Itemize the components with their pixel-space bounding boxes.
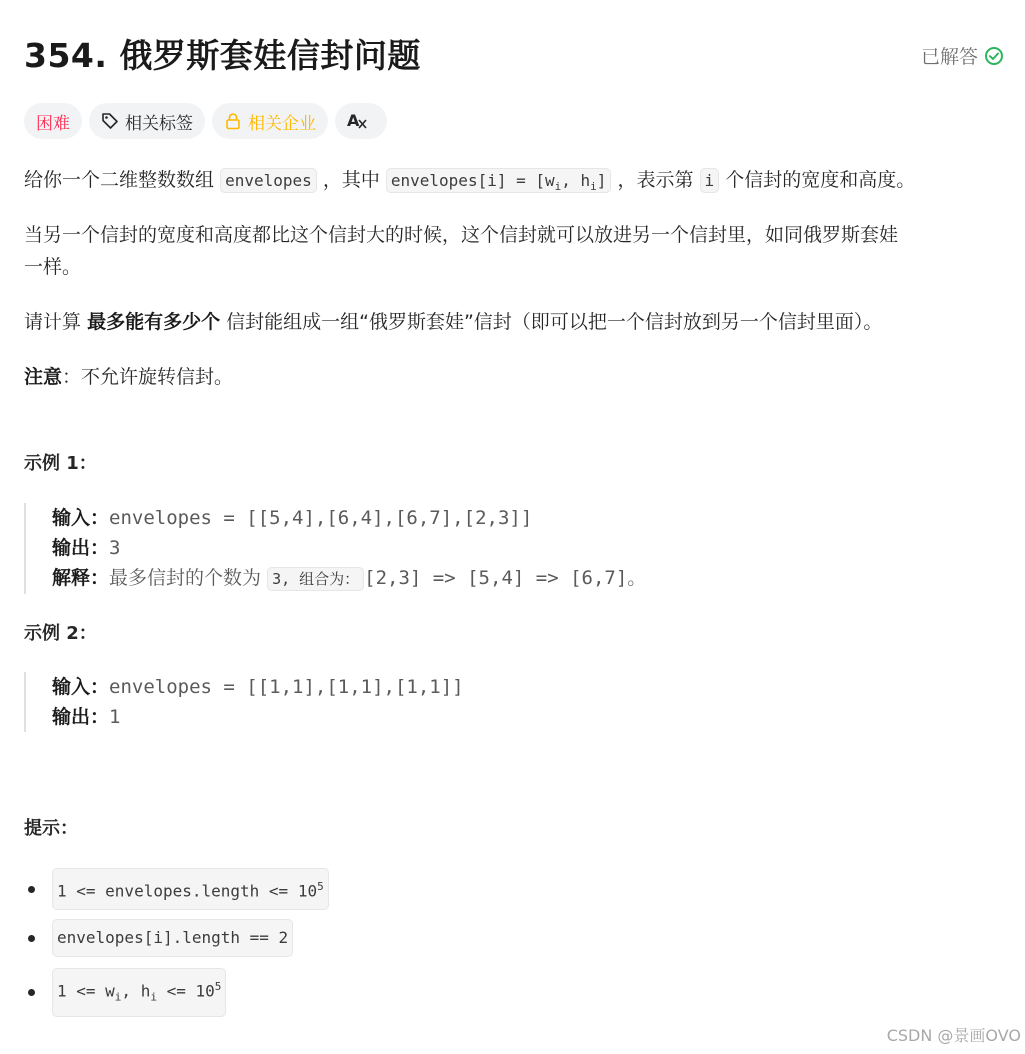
problem-title: 354. 俄罗斯套娃信封问题 (24, 36, 421, 75)
hint-item-3: $1 <= w_i$, $h_i <= 10^5$ (24, 968, 226, 1017)
title-row (24, 34, 1004, 78)
hint-item-2: envelopes[i].length == 2 (24, 919, 293, 957)
example-2-title: 示例 2： (24, 623, 97, 644)
paragraph-2-line-2: 一样。 (24, 256, 82, 278)
code-i: i (700, 168, 720, 193)
paragraph-1: 给你一个二维整数数组 envelopes ，其中 envelopes[i] = [$w_i$, $h_i$] ，表示第 i 个信封的宽度和高度。 (24, 169, 916, 194)
related-tags-label: 相关标签 (125, 113, 193, 134)
tag-row (24, 103, 387, 139)
translate-icon (347, 111, 369, 131)
example-1-block: 输入：envelopes = [[5,4],[6,4],[6,7],[2,3]] 输出：3 解释：最多信封的个数为 3, 组合为： [2,3] => [5,4] => [6,7]。 (24, 503, 646, 594)
check-circle-icon (984, 46, 1004, 66)
example-1-title: 示例 1： (24, 453, 97, 474)
bullet-icon (28, 886, 35, 893)
solved-label: 已解答 (920, 46, 978, 68)
related-companies-label: 相关企业 (248, 113, 316, 134)
translate-button[interactable] (335, 103, 387, 139)
example-2-block: 输入：envelopes = [[1,1],[1,1],[1,1]] 输出：1 (24, 672, 464, 732)
code-envelope-def: envelopes[i] = [$w_i$, $h_i$] (386, 168, 612, 193)
bullet-icon (28, 935, 35, 942)
tag-icon (101, 112, 119, 130)
paragraph-3: 请计算 最多能有多少个 信封能组成一组“俄罗斯套娃”信封（即可以把一个信封放到另一个信封里面）。 (24, 311, 883, 333)
code-envelopes: envelopes (220, 168, 317, 193)
difficulty-badge[interactable]: 困难 (24, 103, 82, 139)
bullet-icon (28, 989, 35, 996)
related-tags-button[interactable] (89, 103, 205, 139)
watermark: CSDN @景画OVO (886, 1026, 1021, 1045)
related-companies-button[interactable] (212, 103, 328, 139)
lock-icon (224, 112, 242, 130)
paragraph-2-line-1: 当另一个信封的宽度和高度都比这个信封大的时候，这个信封就可以放进另一个信封里，如同俄罗斯套娃 (24, 224, 899, 246)
solved-status (921, 42, 1004, 69)
hint-item-1: 1 <= envelopes.length <= $10^5$ (24, 868, 329, 910)
hints-title: 提示： (24, 818, 78, 839)
paragraph-4: 注意：不允许旋转信封。 (24, 366, 234, 388)
svg-text:A: A (347, 111, 360, 130)
